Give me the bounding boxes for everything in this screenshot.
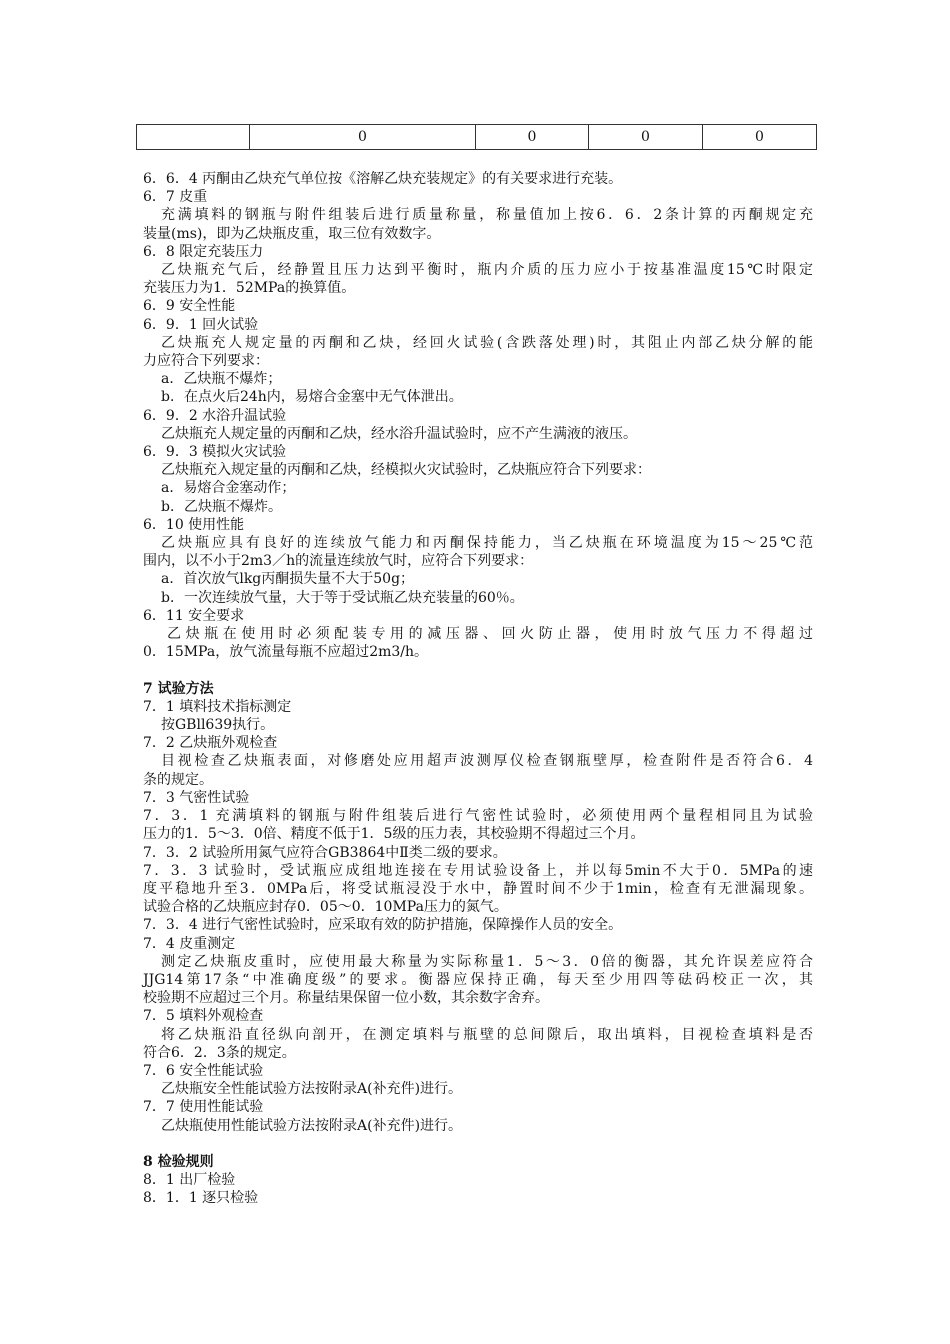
text-line: 乙炔瓶充人规定量的丙酮和乙炔，经回火试验(含跌落处理)时，其阻止内部乙炔分解的能: [161, 334, 813, 351]
text-line: 7．5 填料外观检查: [143, 1008, 264, 1025]
text-line: 乙炔瓶在使用时必须配装专用的减压器、回火防止器，使用时放气压力不得超过: [167, 626, 813, 643]
text-line: 7．2 乙炔瓶外观检查: [143, 735, 278, 752]
text-line: 6．9．1 回火试验: [143, 316, 259, 333]
text-line: 7．3．4 进行气密性试验时，应采取有效的防护措施，保障操作人员的安全。: [143, 917, 623, 934]
text-line: 6．9．2 水浴升温试验: [143, 407, 287, 424]
text-line: 将乙炔瓶沿直径纵向剖开，在测定填料与瓶壁的总间隙后，取出填料，目视检查填料是否: [161, 1026, 813, 1043]
text-line: 7．3．2 试验所用氮气应符合GB3864中Ⅱ类二级的要求。: [143, 844, 507, 861]
text-line: 7．3．3 试验时，受试瓶应成组地连接在专用试验设备上，并以每5min不大于0．5MPa的速: [143, 862, 813, 879]
text-line: b．乙炔瓶不爆炸。: [161, 498, 282, 515]
text-line: 充满填料的钢瓶与附件组装后进行质量称量，称量值加上按6．6．2条计算的丙酮规定充: [161, 207, 813, 224]
text-line: 乙炔瓶充气后，经静置且压力达到平衡时，瓶内介质的压力应小于按基准温度15℃时限定: [161, 262, 813, 279]
text-line: 6．8 限定充装压力: [143, 243, 264, 260]
table-cell: [137, 125, 250, 150]
text-line: 乙炔瓶安全性能试验方法按附录A(补充件)进行。: [161, 1081, 463, 1098]
text-line: 测定乙炔瓶皮重时，应使用最大称量为实际称量1．5～3．0倍的衡器，其允许误差应符合: [161, 953, 813, 970]
text-line: 力应符合下列要求：: [143, 353, 269, 370]
text-line: 条的规定。: [143, 771, 213, 788]
text-line: a．易熔合金塞动作；: [161, 480, 296, 497]
text-line: 符合6．2．3条的规定。: [143, 1044, 296, 1061]
text-line: 7．7 使用性能试验: [143, 1099, 264, 1116]
text-line: 7．3．1 充满填料的钢瓶与附件组装后进行气密性试验时，必须使用两个量程相同且为试验: [143, 808, 813, 825]
text-line: 8．1．1 逐只检验: [143, 1190, 259, 1207]
text-line: 乙炔瓶应具有良好的连续放气能力和丙酮保持能力，当乙炔瓶在环境温度为15～25℃范: [161, 535, 813, 552]
text-line: 6．9．3 模拟火灾试验: [143, 444, 287, 461]
text-line: a．乙炔瓶不爆炸；: [161, 371, 282, 388]
table-cell: 0: [250, 125, 476, 150]
text-line: 0．15MPa，放气流量每瓶不应超过2m3/h。: [143, 644, 429, 661]
text-line: 6．11 安全要求: [143, 607, 245, 624]
text-line: 乙炔瓶充入规定量的丙酮和乙炔，经模拟火灾试验时，乙炔瓶应符合下列要求：: [161, 462, 651, 479]
text-line: 7．1 填料技术指标测定: [143, 698, 292, 715]
text-line: 围内，以不小于2m3／h的流量连续放气时，应符合下列要求：: [143, 553, 534, 570]
table-row: [137, 125, 817, 150]
text-line: 度平稳地升至3．0MPa后，将受试瓶浸没于水中，静置时间不少于1min，检查有无泄漏现象。: [143, 880, 813, 897]
section-heading: 8 检验规则: [143, 1153, 214, 1170]
text-line: 7．6 安全性能试验: [143, 1062, 264, 1079]
text-line: 校验期不应超过三个月。称量结果保留一位小数，其余数字舍弃。: [143, 990, 549, 1007]
text-line: b．一次连续放气量，大于等于受试瓶乙炔充装量的60％。: [161, 589, 524, 606]
text-line: 6．6．4 丙酮由乙炔充气单位按《溶解乙炔充装规定》的有关要求进行充装。: [143, 171, 623, 187]
table-cell: 0: [476, 125, 589, 150]
text-line: 7．3 气密性试验: [143, 789, 250, 806]
table-cell: 0: [589, 125, 703, 150]
text-line: 压力的1．5～3．0倍、精度不低于1．5级的压力表，其校验期不得超过三个月。: [143, 826, 645, 843]
text-line: 8．1 出厂检验: [143, 1172, 236, 1189]
text-line: 6．10 使用性能: [143, 516, 245, 533]
text-line: 乙炔瓶充人规定量的丙酮和乙炔，经水浴升温试验时，应不产生满液的液压。: [161, 425, 637, 442]
text-line: 充装压力为1．52MPa的换算值。: [143, 280, 356, 297]
text-line: a．首次放气lkg丙酮损失量不大于50g；: [161, 571, 415, 588]
text-line: 装量(ms)，即为乙炔瓶皮重，取三位有效数字。: [143, 225, 441, 242]
table-cell: 0: [703, 125, 817, 150]
text-line: 按GBll639执行。: [161, 717, 275, 734]
text-line: 7．4 皮重测定: [143, 935, 236, 952]
document-body: [143, 170, 813, 1208]
text-line: JJG14第17条“中准确度级”的要求。衡器应保持正确，每天至少用四等砝码校正一次，其: [143, 971, 813, 988]
text-line: b．在点火后24h内，易熔合金塞中无气体泄出。: [161, 389, 463, 406]
values-table: [136, 124, 817, 150]
text-line: 6．9 安全性能: [143, 298, 236, 315]
section-heading: 7 试验方法: [143, 680, 214, 697]
blank-line: [143, 1135, 813, 1153]
text-line: 6．7 皮重: [143, 189, 208, 206]
blank-line: [143, 661, 813, 679]
text-line: 乙炔瓶使用性能试验方法按附录A(补充件)进行。: [161, 1117, 463, 1134]
text-line: 试验合格的乙炔瓶应封存0．05～0．10MPa压力的氮气。: [143, 899, 508, 916]
text-line: 目视检查乙炔瓶表面，对修磨处应用超声波测厚仪检查钢瓶壁厚，检查附件是否符合6．4: [161, 753, 813, 770]
